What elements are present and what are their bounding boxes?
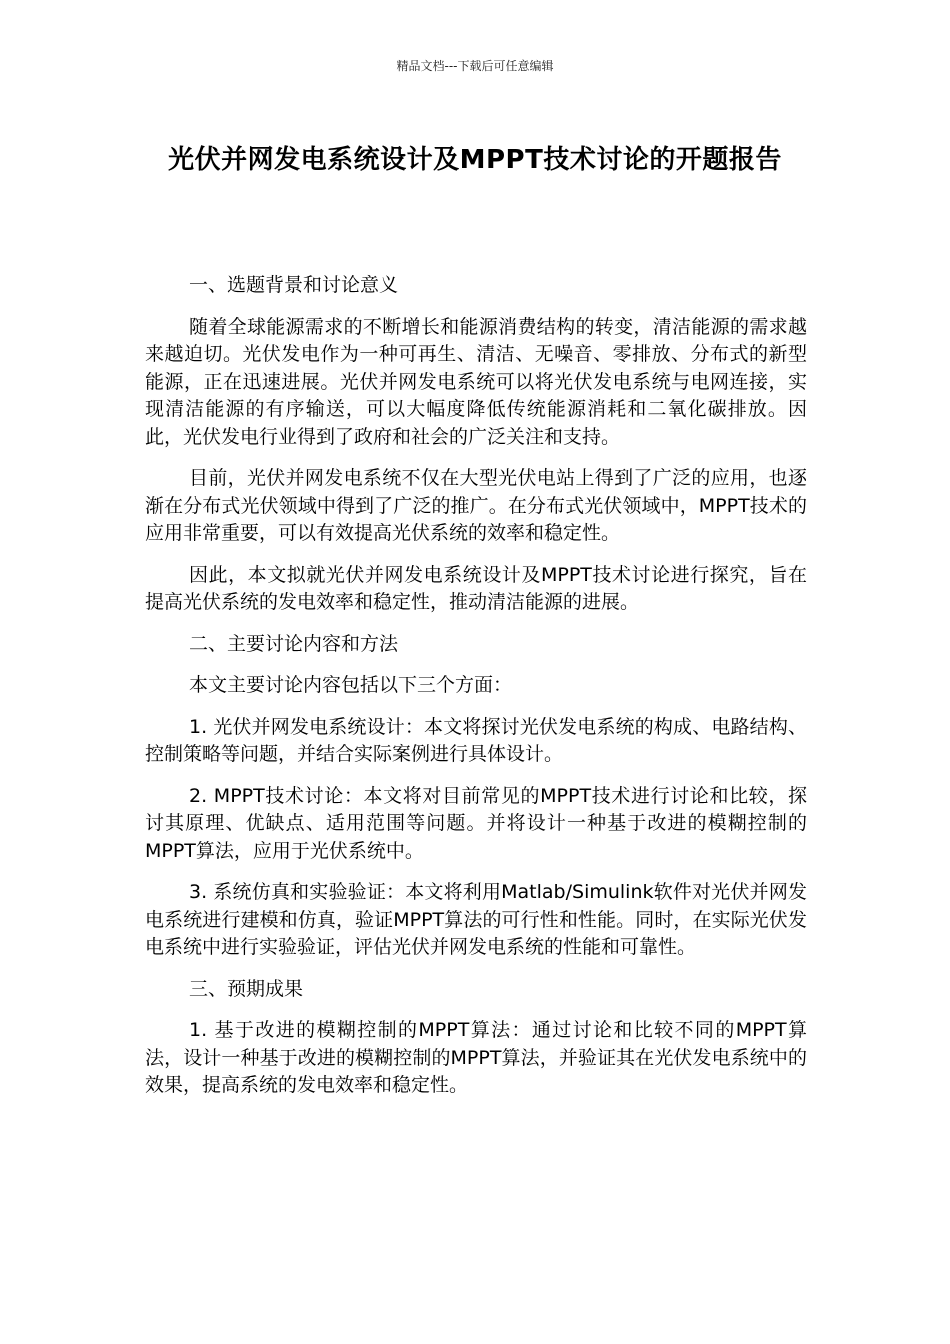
section-heading-background: 一、选题背景和讨论意义: [189, 274, 399, 296]
paragraph-background-1: 随着全球能源需求的不断增长和能源消费结构的转变，清洁能源的需求越来越迫切。光伏发电作为一种可再生、清洁、无噪音、零排放、分布式的新型能源，正在迅速进展。光伏并网发电系统可以将光伏发电系统与电网连接，实现清洁能源的有序输送，可以大幅度降低传统能源消耗和二氧化碳排放。因此，光伏发电行业得到了政府和社会的广泛关注和支持。: [145, 315, 807, 448]
document-body: [145, 272, 807, 1114]
list-item-results-1: 1. 基于改进的模糊控制的MPPT算法：通过讨论和比较不同的MPPT算法，设计一种基于改进的模糊控制的MPPT算法，并验证其在光伏发电系统中的效果，提高系统的发电效率和稳定性。: [145, 1019, 807, 1096]
paragraph-background-3: 因此，本文拟就光伏并网发电系统设计及MPPT技术讨论进行探究，旨在提高光伏系统的发电效率和稳定性，推动清洁能源的进展。: [145, 563, 807, 613]
section-heading-content: 二、主要讨论内容和方法: [189, 632, 399, 655]
list-item-content-3: 3. 系统仿真和实验验证：本文将利用Matlab/Simulink软件对光伏并网发电系统进行建模和仿真，验证MPPT算法的可行性和性能。同时，在实际光伏发电系统中进行实验验证，评估光伏并网发电系统的性能和可靠性。: [145, 881, 807, 958]
list-item-content-1: 1. 光伏并网发电系统设计：本文将探讨光伏发电系统的构成、电路结构、控制策略等问题，并结合实际案例进行具体设计。: [145, 715, 807, 765]
list-item-content-2: 2. MPPT技术讨论：本文将对目前常见的MPPT技术进行讨论和比较，探讨其原理、优缺点、适用范围等问题。并将设计一种基于改进的模糊控制的MPPT算法，应用于光伏系统中。: [145, 784, 807, 862]
header-note: 精品文档---下载后可任意编辑: [396, 59, 554, 73]
paragraph-content-intro: 本文主要讨论内容包括以下三个方面：: [189, 674, 513, 696]
paragraph-background-2: 目前，光伏并网发电系统不仅在大型光伏电站上得到了广泛的应用，也逐渐在分布式光伏领域中得到了广泛的推广。在分布式光伏领域中，MPPT技术的应用非常重要，可以有效提高光伏系统的效率和稳定性。: [145, 467, 807, 544]
document-title: 光伏并网发电系统设计及MPPT技术讨论的开题报告: [168, 145, 782, 175]
section-heading-results: 三、预期成果: [189, 977, 304, 1000]
